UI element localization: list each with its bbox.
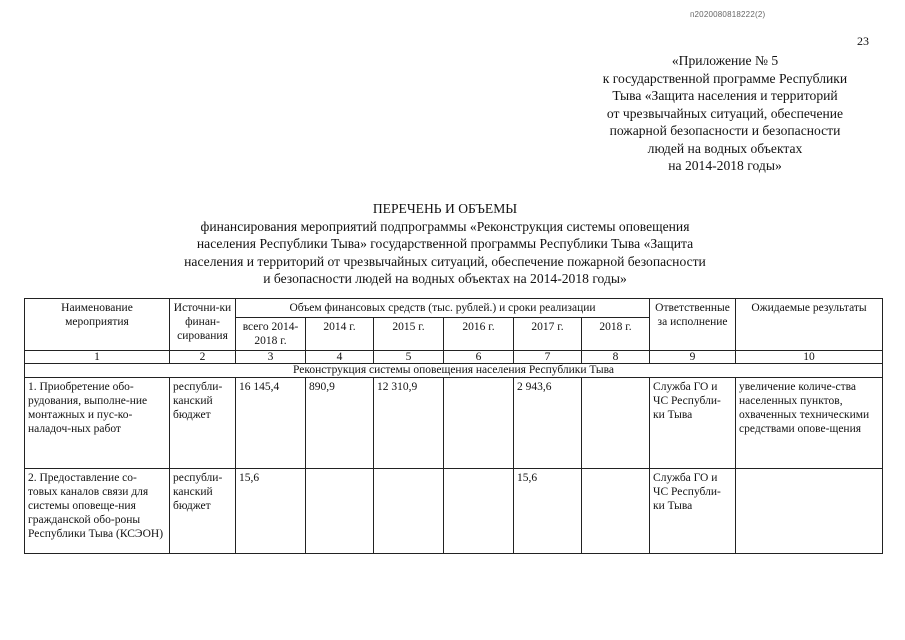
header-source: Источни-ки финан-сирования — [170, 299, 236, 351]
cell-total: 15,6 — [236, 469, 306, 554]
cell-2014 — [306, 469, 374, 554]
section-title: Реконструкция системы оповещения населения Республики Тыва — [25, 364, 883, 378]
column-number-row — [25, 351, 883, 364]
cell-2015: 12 310,9 — [374, 378, 444, 469]
appendix-line: пожарной безопасности и безопасности — [609, 123, 841, 138]
header-expected: Ожидаемые результаты — [736, 299, 883, 351]
header-responsible — [650, 299, 736, 351]
page-number: 23 — [857, 34, 869, 48]
column-number: 3 — [236, 351, 306, 364]
header-row — [25, 299, 883, 318]
appendix-line: людей на водных объектах — [647, 140, 803, 156]
column-number: 6 — [444, 351, 514, 364]
appendix-line: к государственной программе Республики — [602, 70, 848, 86]
cell-2018 — [582, 469, 650, 554]
header-2017: 2017 г. — [514, 318, 582, 351]
cell-2016 — [444, 469, 514, 554]
cell-expected — [736, 469, 883, 554]
column-number: 10 — [736, 351, 883, 364]
title-line: и безопасности людей на водных объектах на 2014-2018 годы» — [263, 271, 627, 286]
appendix-block — [560, 52, 890, 175]
column-number: 4 — [306, 351, 374, 364]
table-row — [25, 469, 883, 554]
section-row — [25, 364, 883, 378]
cell-2017: 2 943,6 — [514, 378, 582, 469]
appendix-line: на 2014-2018 годы» — [668, 158, 782, 173]
document-title — [120, 200, 770, 288]
header-total: всего 2014-2018 г. — [236, 318, 306, 351]
cell-name: 1. Приобретение обо-рудования, выполне-ние монтажных и пус-ко-наладоч-ных работ — [25, 378, 170, 469]
cell-expected: увеличение количе-ства населенных пунктов, охваченных техническими средствами опове-щения — [736, 378, 883, 469]
cell-2018 — [582, 378, 650, 469]
title-line: населения и территорий от чрезвычайных ситуаций, обеспечение пожарной безопасности — [184, 253, 706, 269]
column-number: 9 — [650, 351, 736, 364]
financing-table — [24, 298, 883, 554]
cell-2015 — [374, 469, 444, 554]
cell-2014: 890,9 — [306, 378, 374, 469]
header-volume-group: Объем финансовых средств (тыс. рублей.) и сроки реализации — [236, 299, 650, 318]
appendix-line: от чрезвычайных ситуаций, обеспечение — [606, 105, 844, 121]
title-heading: ПЕРЕЧЕНЬ И ОБЪЕМЫ — [372, 201, 518, 216]
document-stamp: п2020080818222(2) — [690, 10, 766, 19]
header-responsible-text: Ответственные за исполнение — [655, 302, 730, 328]
cell-2016 — [444, 378, 514, 469]
cell-responsible: Служба ГО и ЧС Республи-ки Тыва — [650, 378, 736, 469]
column-number: 8 — [582, 351, 650, 364]
table-row — [25, 378, 883, 469]
column-number: 7 — [514, 351, 582, 364]
header-2018: 2018 г. — [582, 318, 650, 351]
column-number: 5 — [374, 351, 444, 364]
appendix-line: Тыва «Защита населения и территорий — [612, 88, 838, 103]
cell-2017: 15,6 — [514, 469, 582, 554]
header-2015: 2015 г. — [374, 318, 444, 351]
cell-source: республи-канский бюджет — [170, 378, 236, 469]
cell-total: 16 145,4 — [236, 378, 306, 469]
header-name: Наименование мероприятия — [25, 299, 170, 351]
header-2014: 2014 г. — [306, 318, 374, 351]
column-number: 1 — [25, 351, 170, 364]
title-line: населения Республики Тыва» государственной программы Республики Тыва «Защита — [196, 236, 694, 251]
column-number: 2 — [170, 351, 236, 364]
appendix-line: «Приложение № 5 — [671, 53, 779, 68]
cell-name: 2. Предоставление со-товых каналов связи для системы оповеще-ния гражданской обо-роны Республики Тыва (КСЭОН) — [25, 469, 170, 554]
title-line: финансирования мероприятий подпрограммы «Реконструкция системы оповещения — [200, 218, 690, 234]
cell-responsible: Служба ГО и ЧС Республи-ки Тыва — [650, 469, 736, 554]
header-2016: 2016 г. — [444, 318, 514, 351]
cell-source: республи-канский бюджет — [170, 469, 236, 554]
